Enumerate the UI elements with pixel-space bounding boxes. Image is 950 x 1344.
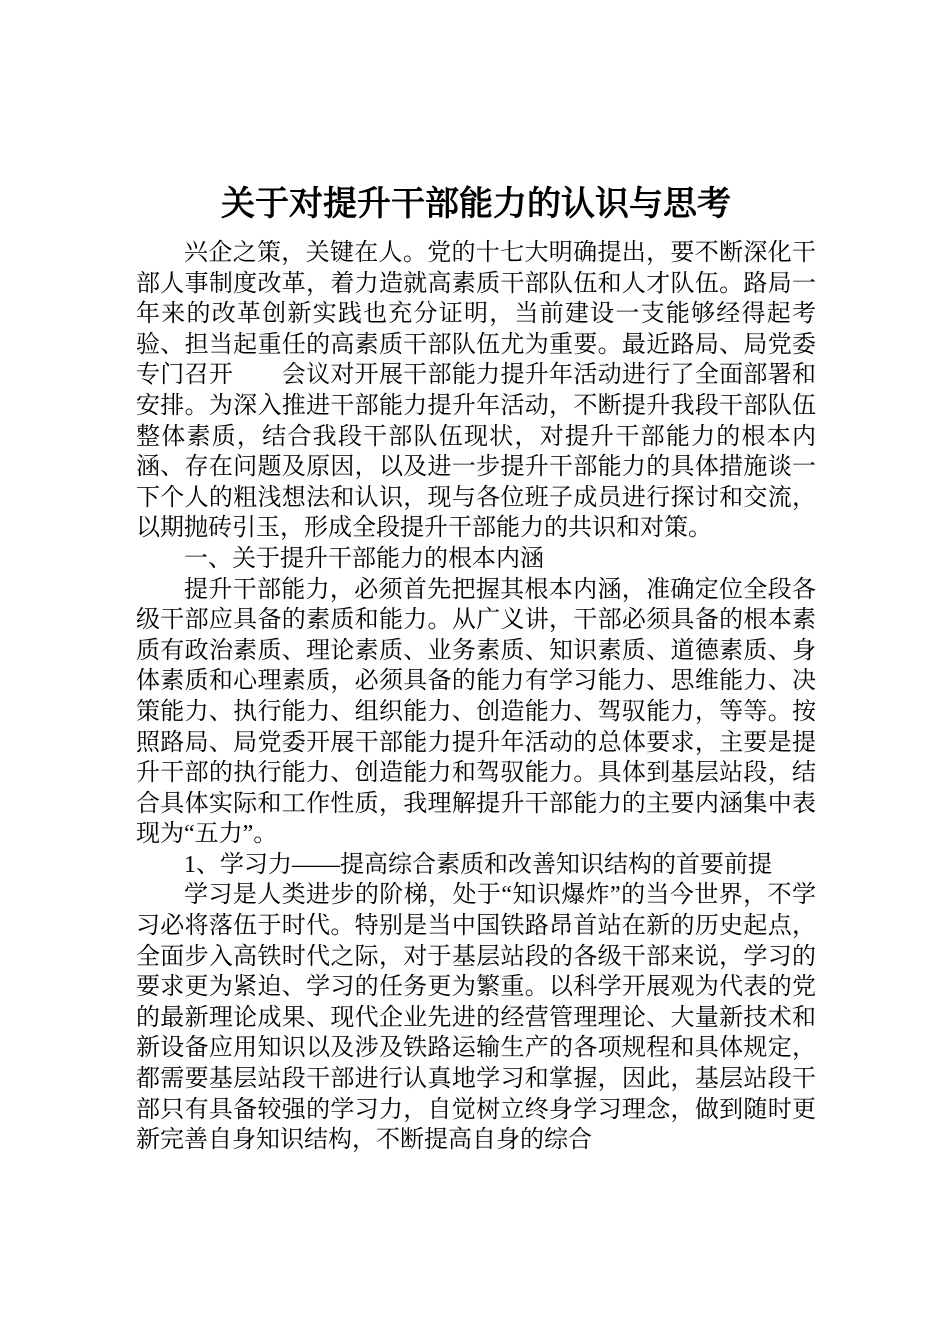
subsection-heading-learning-power: 1、学习力——提高综合素质和改善知识结构的首要前提 xyxy=(184,851,772,878)
paragraph-intro: 兴企之策，关键在人。党的十七大明确提出，要不断深化干部人事制度改革，着力造就高素质干部队伍和人才队伍。路局一年来的改革创新实践也充分证明，当前建设一支能够经得起考验、担当起重任的高素质干部队伍尤为重要。最近路局、局党委专门召开 会议对开展干部能力提升年活动进行了全面部署和安排。为深入推进干部能力提升年活动，不断提升我段干部队伍整体素质，结合我段干部队伍现状，对提升干部能力的根本内涵、存在问题及原因，以及进一步提升干部能力的具体措施谈一下个人的粗浅想法和认识，现与各位班子成员进行探讨和交流，以期抛砖引玉，形成全段提升干部能力的共识和对策。 xyxy=(136,240,816,542)
document-title: 关于对提升干部能力的认识与思考 xyxy=(221,185,731,223)
paragraph-learning-power-body: 学习是人类进步的阶梯，处于“知识爆炸”的当今世界，不学习必将落伍于时代。特别是当中国铁路昂首站在新的历史起点，全面步入高铁时代之际，对于基层站段的各级干部来说，学习的要求更为紧迫、学习的任务更为繁重。以科学开展观为代表的党的最新理论成果、现代企业先进的经营管理理论、大量新技术和新设备应用知识以及涉及铁路运输生产的各项规程和具体规定，都需要基层站段干部进行认真地学习和掌握，因此，基层站段干部只有具备较强的学习力，自觉树立终身学习理念，做到随时更新完善自身知识结构，不断提高自身的综合 xyxy=(136,882,816,1154)
paragraph-section-1-body: 提升干部能力，必须首先把握其根本内涵，准确定位全段各级干部应具备的素质和能力。从广义讲，干部必须具备的根本素质有政治素质、理论素质、业务素质、知识素质、道德素质、身体素质和心理素质，必须具备的能力有学习能力、思维能力、决策能力、执行能力、组织能力、创造能力、驾驭能力，等等。按照路局、局党委开展干部能力提升年活动的总体要求，主要是提升干部的执行能力、创造能力和驾驭能力。具体到基层站段，结合具体实际和工作性质，我理解提升干部能力的主要内涵集中表现为“五力”。 xyxy=(136,576,816,848)
section-heading-1: 一、关于提升干部能力的根本内涵 xyxy=(184,545,544,572)
